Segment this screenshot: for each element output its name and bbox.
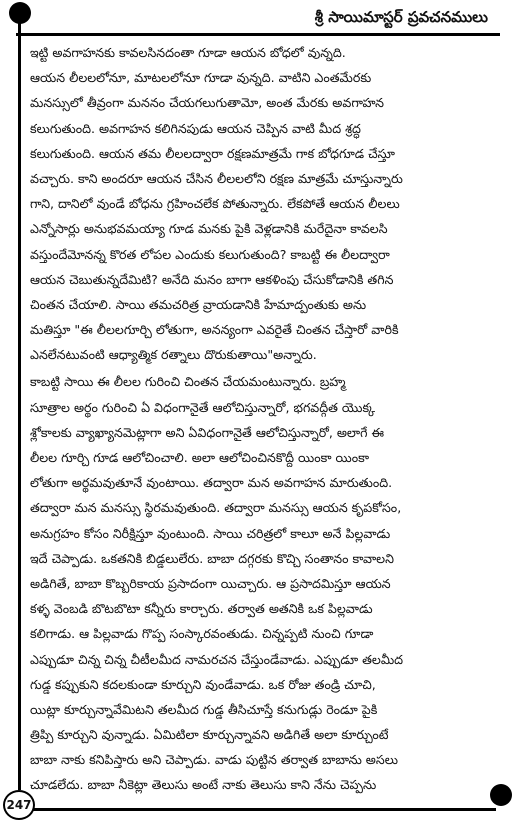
text-line: శ్లోకాలకు వ్యాఖ్యానమెట్లాగా అని ఏవిధంగానైతే ఆలోచిస్తున్నారో, అలాగే ఈ <box>30 424 384 440</box>
bottom-rule <box>32 808 496 811</box>
top-rule <box>16 33 500 36</box>
text-line: బాబా నాకు కనిపిస్తారు అని చెప్పాడు. వాడు పుట్టిన తర్వాత బాబాను అసలు <box>30 752 399 768</box>
text-line: ఆయన లీలలలోనూ, మాటలలోనూ గూడా వున్నది. వాటిని ఎంతమేరకు <box>30 70 372 86</box>
bottom-dot <box>490 784 512 806</box>
text-line: వస్తుందేమోనన్న కొరత లోపల ఎందుకు కలుగుతుంది? కాబట్టి ఈ లీలద్వారా <box>30 246 390 262</box>
text-line: లోతుగా అర్థమవుతూనే వుంటాయి. తద్వారా మన అవగాహన మారుతుంది. <box>30 475 393 491</box>
text-line: కలుగుతుంది. ఆయన తమ లీలలద్వారా రక్షణమాత్రమే గాక బోధగూడ చేస్తూ <box>30 145 395 161</box>
text-line: ఇట్టి అవగాహనకు కావలసినదంతా గూడా ఆయన బోధలో వున్నది. <box>30 45 346 60</box>
text-line: ఎనలేనటువంటి ఆధ్యాత్మిక రత్నాలు దొరుకుతాయి"అన్నారు. <box>30 347 317 363</box>
text-line: చింతన చేయాలి. సాయి తమచరిత్ర వ్రాయడానికి హేమాద్పంతుకు అను <box>30 296 367 312</box>
text-line: అనుగ్రహం కోసం నిరీక్షిస్తూ వుంటుంది. సాయి చరిత్రలో కాలూ అనే పిల్లవాడు <box>30 525 391 541</box>
body-text <box>30 40 502 798</box>
text-line: గుడ్డ కప్పుకుని కదలకుండా కూర్చుని వుండేవాడు. ఒక రోజు తండ్రి చూచి, <box>30 676 376 692</box>
text-line: కళ్ళ వెంబడి బొటబొటా కన్నీరు కార్చారు. తర్వాత అతనికి ఒక పిల్లవాడు <box>30 601 373 617</box>
text-line: ఎన్నోసార్లు అనుభవమయ్యా గూడ మనకు పైకి వెళ్లడానికి మరేదైనా కావలసి <box>30 221 388 237</box>
text-line: ఇదే చెప్పాడు. ఒకతనికి బిడ్డలులేరు. బాబా దగ్గరకు కొచ్చి సంతానం కావాలని <box>30 550 394 566</box>
paragraph <box>30 40 502 367</box>
text-line: కాబట్టి సాయి ఈ లీలల గురించి చింతన చేయమంటున్నారు. బ్రహ్మ <box>30 374 346 390</box>
text-line: కలుగుతుంది. అవగాహన కలిగినపుడు ఆయన చెప్పిన వాటి మీద శ్రద్ధ <box>30 120 361 136</box>
text-line: యిట్లా కూర్చున్నావేమిటని తలమీద గుడ్డ తీసిచూస్తే కనుగుడ్లు రెండూ పైకి <box>30 701 378 717</box>
left-rule <box>18 12 21 790</box>
page-header: శ్రీ సాయిమాస్టర్ ప్రవచనములు <box>314 8 488 26</box>
page-number: 247 <box>3 790 35 820</box>
text-line: చూడలేదు. బాబా నీకెట్లా తెలుసు అంటే నాకు తెలుసు కాని నేను చెప్పను <box>30 777 377 793</box>
text-line: తద్వారా మన మనస్సు స్థిరమవుతుంది. తద్వారా మనస్సు ఆయన కృపకోసం, <box>30 500 402 516</box>
text-line: కలిగాడు. ఆ పిల్లవాడు గొప్ప సంస్కారవంతుడు. చిన్నప్పటి నుంచి గూడా <box>30 626 374 642</box>
text-line: అడిగితే, బాబా కొబ్బరికాయ ప్రసాదంగా యిచ్చారు. ఆ ప్రసాదమిస్తూ ఆయన <box>30 575 391 591</box>
text-line: ఆయన చెబుతున్నదేమిటి? అనేది మనం బాగా ఆకళింపు చేసుకోడానికి తగిన <box>30 271 394 287</box>
paragraph <box>30 369 502 797</box>
text-line: సూత్రాల అర్థం గురించి ఏ విధంగానైతే ఆలోచిస్తున్నారో, భగవద్గీత యొక్క <box>30 399 376 415</box>
text-line: వచ్చారు. కాని అందరూ ఆయన చేసిన లీలలలోని రక్షణ మాత్రమే చూస్తున్నారు <box>30 170 403 186</box>
text-line: మతిస్తూ "ఈ లీలలగూర్చి లోతుగా, అనన్యంగా ఎవరైతే చింతన చేస్తారో వారికి <box>30 322 399 338</box>
text-line: మనస్సులో తీవ్రంగా మననం చేయగలుగుతామో, అంత మేరకు అవగాహన <box>30 95 384 111</box>
text-line: లీలల గూర్చి గూడ ఆలోచించాలి. అలా ఆలోచించినకొద్దీ యింకా యింకా <box>30 450 370 465</box>
text-line: త్రిప్పి కూర్చుని వున్నాడు. ఏమిటిలా కూర్చున్నావని అడిగితే అలా కూర్చుంటే <box>30 727 389 743</box>
text-line: ఎప్పుడూ చిన్న చిన్న చీటీలమీద నామరచన చేస్తుండేవాడు. ఎప్పుడూ తలమీద <box>30 651 404 667</box>
text-line: గాని, దానిలో వుండే బోధను గ్రహించలేక పోతున్నారు. లేకపోతే ఆయన లీలలు <box>30 196 400 212</box>
